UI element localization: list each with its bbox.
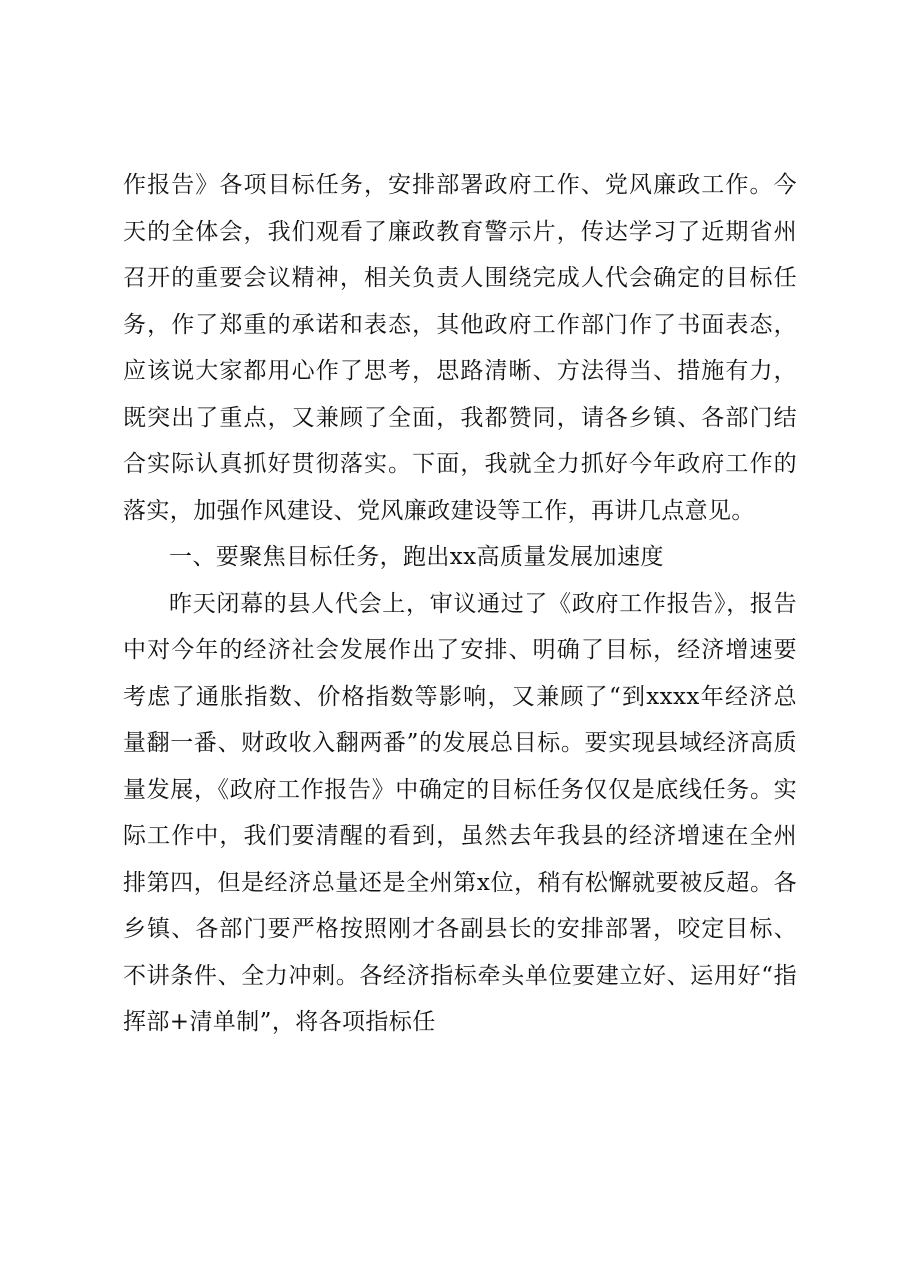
paragraph-continuation: 作报告》各项目标任务，安排部署政府工作、党风廉政工作。今天的全体会，我们观看了廉政教育警示片，传达学习了近期省州召开的重要会议精神，相关负责人围绕完成人代会确定的目标任务，作了郑重的承诺和表态，其他政府工作部门作了书面表态，应该说大家都用心作了思考，思路清晰、方法得当、措施有力，既突出了重点，又兼顾了全面，我都赞同，请各乡镇、各部门结合实际认真抓好贯彻落实。下面，我就全力抓好今年政府工作的落实，加强作风建设、党风廉政建设等工作，再讲几点意见。 bbox=[123, 172, 797, 524]
document-body bbox=[123, 162, 797, 1046]
paragraph-body: 昨天闭幕的县人代会上，审议通过了《政府工作报告》，报告中对今年的经济社会发展作出了安排、明确了目标，经济增速要考虑了通胀指数、价格指数等影响，又兼顾了“到xxxx年经济总量翻一番、财政收入翻两番”的发展总目标。要实现县域经济高质量发展，《政府工作报告》中确定的目标任务仅仅是底线任务。实际工作中，我们要清醒的看到，虽然去年我县的经济增速在全州排第四，但是经济总量还是全州第x位，稍有松懈就要被反超。各乡镇、各部门要严格按照刚才各副县长的安排部署，咬定目标、不讲条件、全力冲刺。各经济指标牵头单位要建立好、运用好“指挥部+清单制”，将各项指标任 bbox=[123, 590, 797, 1035]
section-heading: 一、要聚焦目标任务，跑出xx高质量发展加速度 bbox=[169, 544, 664, 570]
